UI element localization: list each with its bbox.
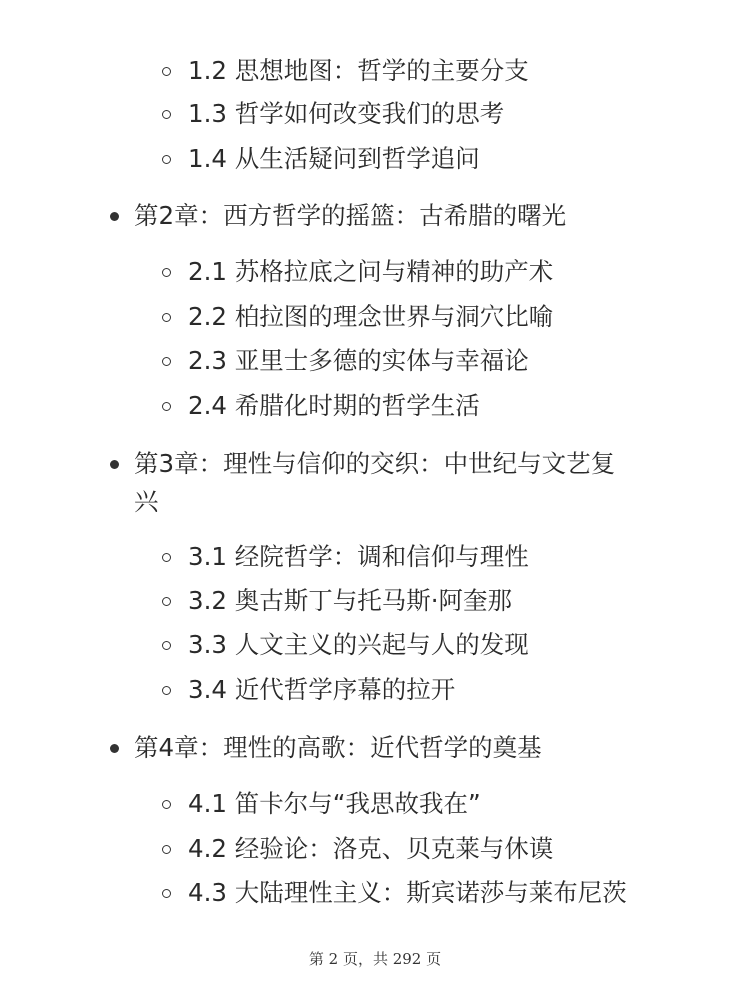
toc-section-4-2[interactable]: 4.2 经验论：洛克、贝克莱与休谟 <box>188 834 554 863</box>
hollow-bullet-icon <box>162 313 171 322</box>
toc-chapter-3-line-1[interactable]: 第3章：理性与信仰的交织：中世纪与文艺复 <box>134 449 616 478</box>
hollow-bullet-icon <box>162 845 171 854</box>
hollow-bullet-icon <box>162 110 171 119</box>
hollow-bullet-icon <box>162 155 171 164</box>
hollow-bullet-icon <box>162 889 171 898</box>
toc-section-2-4[interactable]: 2.4 希腊化时期的哲学生活 <box>188 391 480 420</box>
toc-chapter-3-line-2[interactable]: 兴 <box>134 487 159 516</box>
bullet-icon <box>110 212 119 221</box>
toc-section-2-2[interactable]: 2.2 柏拉图的理念世界与洞穴比喻 <box>188 302 554 331</box>
bullet-icon <box>110 460 119 469</box>
toc-section-1-2[interactable]: 1.2 思想地图：哲学的主要分支 <box>188 56 529 85</box>
hollow-bullet-icon <box>162 800 171 809</box>
toc-section-3-4[interactable]: 3.4 近代哲学序幕的拉开 <box>188 675 456 704</box>
bullet-icon <box>110 744 119 753</box>
toc-section-1-4[interactable]: 1.4 从生活疑问到哲学追问 <box>188 144 480 173</box>
hollow-bullet-icon <box>162 402 171 411</box>
toc-section-3-2[interactable]: 3.2 奥古斯丁与托马斯·阿奎那 <box>188 586 513 615</box>
hollow-bullet-icon <box>162 597 171 606</box>
hollow-bullet-icon <box>162 268 171 277</box>
toc-chapter-2[interactable]: 第2章：西方哲学的摇篮：古希腊的曙光 <box>134 201 567 230</box>
toc-section-3-3[interactable]: 3.3 人文主义的兴起与人的发现 <box>188 630 529 659</box>
toc-section-1-3[interactable]: 1.3 哲学如何改变我们的思考 <box>188 99 505 128</box>
hollow-bullet-icon <box>162 641 171 650</box>
toc-section-2-1[interactable]: 2.1 苏格拉底之问与精神的助产术 <box>188 257 554 286</box>
hollow-bullet-icon <box>162 67 171 76</box>
hollow-bullet-icon <box>162 357 171 366</box>
page-number-footer: 第 2 页，共 292 页 <box>308 950 442 968</box>
hollow-bullet-icon <box>162 686 171 695</box>
toc-section-4-3[interactable]: 4.3 大陆理性主义：斯宾诺莎与莱布尼茨 <box>188 878 627 907</box>
hollow-bullet-icon <box>162 553 171 562</box>
toc-chapter-4[interactable]: 第4章：理性的高歌：近代哲学的奠基 <box>134 733 542 762</box>
toc-section-4-1[interactable]: 4.1 笛卡尔与“我思故我在” <box>188 789 481 818</box>
toc-section-3-1[interactable]: 3.1 经院哲学：调和信仰与理性 <box>188 542 529 571</box>
toc-section-2-3[interactable]: 2.3 亚里士多德的实体与幸福论 <box>188 346 529 375</box>
